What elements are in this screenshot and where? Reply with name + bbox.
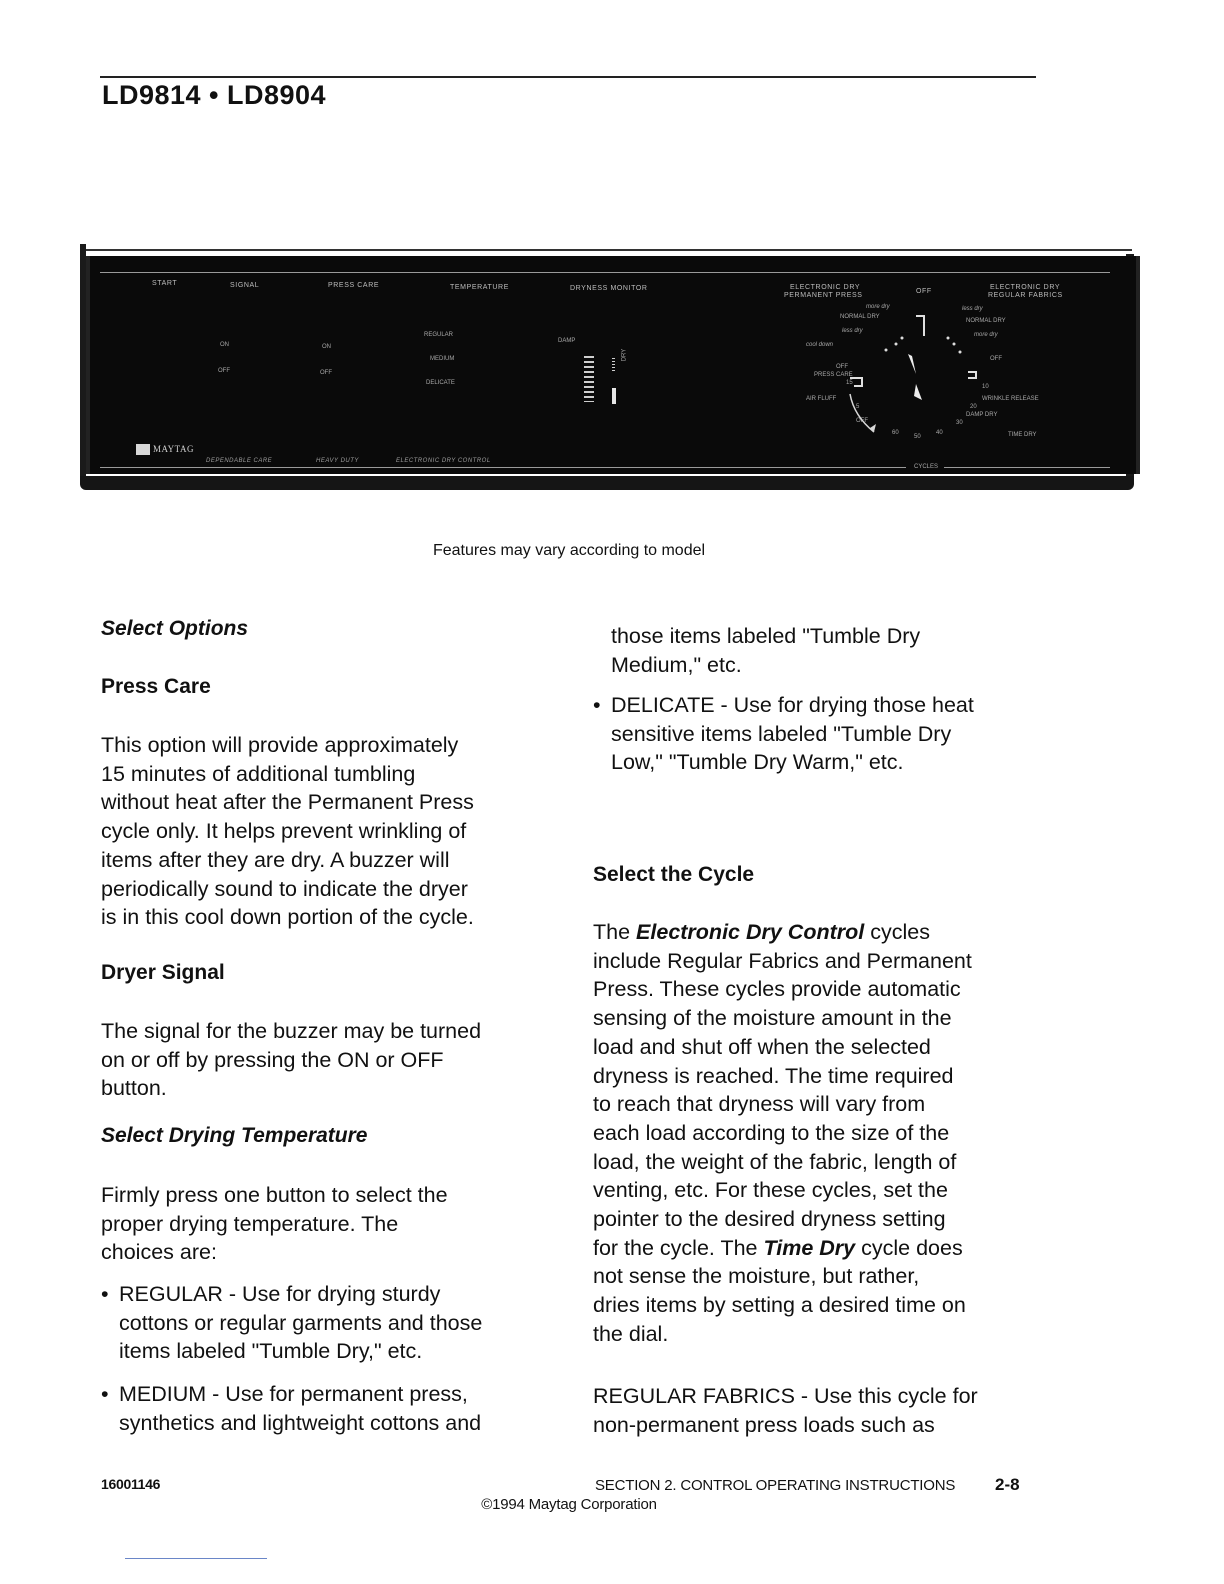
damp-dry: DAMP DRY bbox=[966, 412, 998, 418]
time-dry-label: TIME DRY bbox=[1008, 432, 1037, 438]
signal-off-label: OFF bbox=[218, 368, 230, 374]
text-line: those items labeled "Tumble Dry bbox=[611, 624, 921, 648]
dryer-signal-heading: Dryer Signal bbox=[101, 961, 225, 984]
pp-dot-1 bbox=[901, 337, 904, 340]
text-line: dries items by setting a desired time on bbox=[593, 1293, 966, 1318]
maytag-logo-icon bbox=[136, 444, 150, 455]
text-line: proper drying temperature. The bbox=[101, 1211, 399, 1236]
text-line: synthetics and lightweight cottons and bbox=[119, 1410, 482, 1435]
label-start: START bbox=[152, 280, 178, 287]
rf-more-dry: more dry bbox=[974, 332, 998, 338]
text-line: DELICATE - Use for drying those heat bbox=[611, 693, 974, 717]
header-rule bbox=[100, 76, 1036, 78]
pp-15: 15 bbox=[846, 380, 853, 386]
medium-bullet bbox=[101, 1380, 481, 1437]
dryness-monitor-ticks bbox=[612, 358, 615, 372]
monitor-damp-label: DAMP bbox=[558, 338, 576, 344]
panel-inner-bottom-line-left bbox=[100, 467, 906, 468]
text-line: Medium," etc. bbox=[611, 652, 742, 677]
select-cycle-heading: Select the Cycle bbox=[593, 863, 755, 886]
text-line: sensing of the moisture amount in the bbox=[593, 1006, 952, 1031]
text-line: 15 minutes of additional tumbling bbox=[101, 761, 416, 786]
text-line: choices are: bbox=[101, 1240, 217, 1265]
text-line: sensitive items labeled "Tumble Dry bbox=[611, 721, 952, 746]
text-line: items after they are dry. A buzzer will bbox=[101, 847, 450, 872]
label-off-top: OFF bbox=[916, 288, 932, 295]
label-ed-pp-1: ELECTRONIC DRY bbox=[790, 284, 861, 291]
tag-edc: ELECTRONIC DRY CONTROL bbox=[396, 458, 491, 464]
pp-off-mark bbox=[850, 378, 862, 386]
pp-arc-arrow bbox=[870, 424, 876, 432]
td-60: 60 bbox=[892, 430, 899, 436]
temperature-paragraph bbox=[101, 1181, 448, 1267]
text-line: The signal for the buzzer may be turned bbox=[101, 1019, 482, 1043]
text-line: venting, etc. For these cycles, set the bbox=[593, 1178, 948, 1203]
figure-caption: Features may vary according to model bbox=[432, 542, 706, 559]
press-care-heading: Press Care bbox=[101, 675, 211, 698]
text-line: REGULAR - Use for drying sturdy bbox=[119, 1282, 441, 1306]
text-line: load and shut off when the selected bbox=[593, 1034, 931, 1059]
dryer-signal-paragraph bbox=[101, 1017, 481, 1103]
label-ed-rf-1: ELECTRONIC DRY bbox=[990, 284, 1061, 291]
press-off-label: OFF bbox=[320, 370, 332, 376]
rf-dot-3 bbox=[959, 351, 962, 354]
text-line: MEDIUM - Use for permanent press, bbox=[119, 1382, 468, 1406]
bullet-dot: • bbox=[101, 1382, 109, 1406]
text-line: include Regular Fabrics and Permanent bbox=[593, 948, 972, 973]
regular-fabrics-paragraph bbox=[593, 1382, 978, 1439]
press-on-label: ON bbox=[322, 344, 331, 350]
off-top-mark bbox=[916, 316, 924, 336]
td-40: 40 bbox=[936, 430, 943, 436]
temp-delicate-label: DELICATE bbox=[426, 380, 455, 386]
panel-base bbox=[80, 476, 1134, 490]
panel-inner-bottom-line-right bbox=[944, 467, 1110, 468]
model-title: LD9814 • LD8904 bbox=[102, 80, 327, 110]
td-20: 20 bbox=[970, 404, 977, 410]
time-dry-pre: for the cycle. The bbox=[593, 1235, 758, 1260]
footer-blue-rule bbox=[125, 1558, 267, 1559]
rf-off-mark bbox=[968, 372, 976, 378]
regular-bullet bbox=[101, 1280, 482, 1366]
tag-heavy-duty: HEAVY DUTY bbox=[316, 458, 359, 464]
text-line: Firmly press one button to select the bbox=[101, 1183, 448, 1207]
dial-pointer-upper bbox=[908, 354, 916, 374]
delicate-bullet bbox=[593, 691, 974, 777]
time-dry-post: cycle does bbox=[861, 1235, 963, 1260]
tag-dependable: DEPENDABLE CARE bbox=[206, 458, 273, 464]
panel-inner-top-line bbox=[100, 272, 1110, 273]
edc-intro: The bbox=[593, 920, 631, 944]
pp-dot-2 bbox=[895, 343, 898, 346]
select-options-heading: Select Options bbox=[101, 617, 249, 640]
td-50: 50 bbox=[914, 434, 921, 440]
text-line: without heat after the Permanent Press bbox=[101, 790, 474, 815]
cycle-dial-graphic bbox=[790, 296, 990, 456]
text-line: Low," "Tumble Dry Warm," etc. bbox=[611, 750, 904, 775]
pp-more-dry: more dry bbox=[866, 304, 890, 310]
page-number: 2-8 bbox=[995, 1475, 1020, 1494]
pp-less-dry: less dry bbox=[842, 328, 863, 334]
text-line: not sense the moisture, but rather, bbox=[593, 1264, 920, 1289]
pp-press-care: PRESS CARE bbox=[814, 372, 853, 378]
temperature-heading: Select Drying Temperature bbox=[101, 1124, 368, 1147]
label-ed-rf-2: REGULAR FABRICS bbox=[988, 292, 1063, 299]
td-10: 10 bbox=[982, 384, 989, 390]
document-number: 16001146 bbox=[101, 1476, 161, 1492]
label-press-care: PRESS CARE bbox=[328, 282, 380, 289]
rf-normal-dry: NORMAL DRY bbox=[966, 318, 1006, 324]
section-title: SECTION 2. CONTROL OPERATING INSTRUCTIONS bbox=[595, 1477, 956, 1494]
text-line: cottons or regular garments and those bbox=[119, 1310, 483, 1335]
edc-name: Electronic Dry Control bbox=[636, 920, 865, 944]
control-panel-illustration bbox=[80, 244, 1134, 492]
bullet-dot: • bbox=[101, 1282, 109, 1306]
dryness-monitor-indicator bbox=[612, 388, 616, 404]
panel-face bbox=[86, 256, 1140, 474]
temp-medium-label: MEDIUM bbox=[430, 356, 455, 362]
label-signal: SIGNAL bbox=[230, 282, 260, 289]
time-dry-name: Time Dry bbox=[763, 1235, 856, 1260]
temp-regular-label: REGULAR bbox=[424, 332, 454, 338]
text-line: dryness is reached. The time required bbox=[593, 1063, 954, 1088]
text-line: pointer to the desired dryness setting bbox=[593, 1207, 946, 1232]
edc-rest: cycles bbox=[870, 920, 930, 944]
rf-dot-1 bbox=[947, 337, 950, 340]
dial-pointer-lower bbox=[914, 384, 922, 400]
text-line: each load according to the size of the bbox=[593, 1120, 950, 1145]
label-dryness-monitor: DRYNESS MONITOR bbox=[570, 285, 648, 292]
text-line: on or off by pressing the ON or OFF bbox=[101, 1047, 444, 1072]
medium-continuation bbox=[611, 622, 920, 679]
panel-top-line bbox=[84, 249, 1132, 251]
text-line: cycle only. It helps prevent wrinkling of bbox=[101, 819, 467, 844]
cycle-paragraph bbox=[593, 918, 972, 1349]
text-line bbox=[593, 918, 972, 947]
brand-name: MAYTAG bbox=[153, 444, 194, 454]
bullet-dot: • bbox=[593, 693, 601, 717]
copyright: ©1994 Maytag Corporation bbox=[481, 1496, 657, 1513]
cycles-label: CYCLES bbox=[910, 464, 942, 470]
pp-cool-down: cool down bbox=[806, 342, 834, 348]
dryness-monitor-bars bbox=[584, 356, 594, 402]
press-care-paragraph bbox=[101, 731, 474, 932]
pp-dot-3 bbox=[885, 349, 888, 352]
pp-arc bbox=[850, 394, 874, 432]
af-off: OFF bbox=[856, 418, 868, 424]
text-line: REGULAR FABRICS - Use this cycle for bbox=[593, 1384, 978, 1408]
pp-off: OFF bbox=[836, 364, 848, 370]
maytag-brand bbox=[136, 444, 194, 455]
pp-normal-dry: NORMAL DRY bbox=[840, 314, 880, 320]
monitor-dry-label: DRY bbox=[621, 348, 628, 362]
rf-dot-2 bbox=[953, 343, 956, 346]
text-line: items labeled "Tumble Dry," etc. bbox=[119, 1339, 423, 1364]
signal-on-label: ON bbox=[220, 342, 229, 348]
text-line: non-permanent press loads such as bbox=[593, 1412, 935, 1437]
rf-less-dry: less dry bbox=[962, 306, 983, 312]
text-line: the dial. bbox=[593, 1321, 669, 1346]
text-line: button. bbox=[101, 1076, 167, 1101]
label-ed-pp-2: PERMANENT PRESS bbox=[784, 292, 863, 299]
wrinkle-release: WRINKLE RELEASE bbox=[982, 396, 1039, 402]
rf-off: OFF bbox=[990, 356, 1002, 362]
text-line: Press. These cycles provide automatic bbox=[593, 977, 961, 1002]
text-line: load, the weight of the fabric, length of bbox=[593, 1149, 957, 1174]
text-line: periodically sound to indicate the dryer bbox=[101, 876, 468, 901]
text-line: This option will provide approximately bbox=[101, 733, 459, 757]
td-30: 30 bbox=[956, 420, 963, 426]
air-fluff-label: AIR FLUFF bbox=[806, 396, 837, 402]
text-line bbox=[593, 1234, 972, 1263]
af-5: 5 bbox=[856, 404, 860, 410]
text-line: to reach that dryness will vary from bbox=[593, 1092, 926, 1117]
label-temperature: TEMPERATURE bbox=[450, 284, 509, 291]
text-line: is in this cool down portion of the cycle. bbox=[101, 905, 474, 930]
